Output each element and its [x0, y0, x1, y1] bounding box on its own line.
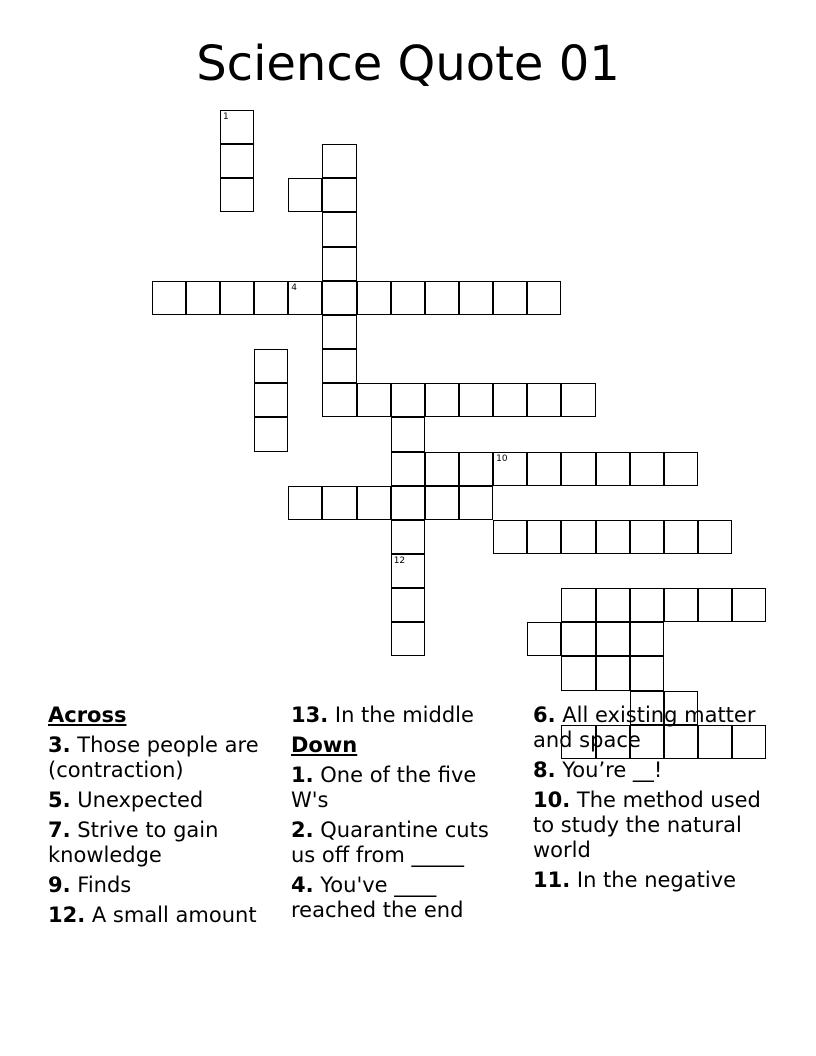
grid-cell[interactable]: [322, 486, 356, 520]
clue-across-13: 13. In the middle: [291, 703, 474, 727]
grid-cell[interactable]: [493, 452, 527, 486]
grid-cell[interactable]: [152, 281, 186, 315]
grid-cell[interactable]: [322, 178, 356, 212]
grid-cell[interactable]: [391, 622, 425, 656]
grid-cell[interactable]: [357, 486, 391, 520]
grid-cell[interactable]: [630, 622, 664, 656]
grid-cell[interactable]: [596, 520, 630, 554]
grid-cell[interactable]: [220, 144, 254, 178]
grid-cell[interactable]: [561, 588, 595, 622]
grid-cell[interactable]: [630, 656, 664, 690]
grid-cell[interactable]: [630, 520, 664, 554]
clue-number: 4: [291, 282, 297, 293]
page-title: Science Quote 01: [196, 36, 620, 92]
grid-cell[interactable]: [288, 281, 322, 315]
grid-cell[interactable]: [322, 383, 356, 417]
grid-cell[interactable]: [391, 383, 425, 417]
grid-cell[interactable]: [391, 486, 425, 520]
grid-cell[interactable]: [596, 656, 630, 690]
grid-cell[interactable]: [561, 383, 595, 417]
grid-cell[interactable]: [425, 281, 459, 315]
grid-cell[interactable]: [186, 281, 220, 315]
grid-cell[interactable]: [527, 383, 561, 417]
grid-cell[interactable]: [288, 178, 322, 212]
clue-across-9: 9. Finds: [48, 873, 132, 897]
grid-cell[interactable]: [561, 452, 595, 486]
down-heading: Down: [291, 733, 358, 757]
grid-cell[interactable]: [527, 281, 561, 315]
grid-cell[interactable]: [391, 417, 425, 451]
grid-cell[interactable]: [322, 315, 356, 349]
grid-cell[interactable]: [425, 486, 459, 520]
clue-column-2: [291, 703, 506, 928]
grid-cell[interactable]: [254, 417, 288, 451]
grid-cell[interactable]: [527, 622, 561, 656]
across-heading: Across: [48, 703, 127, 727]
grid-cell[interactable]: [459, 486, 493, 520]
grid-cell[interactable]: [391, 588, 425, 622]
clue-down-8: 8. You’re __!: [533, 758, 663, 782]
grid-cell[interactable]: [220, 281, 254, 315]
clue-down-10: 10. The method used to study the natural world: [533, 788, 761, 862]
grid-cell[interactable]: [357, 383, 391, 417]
clue-across-5: 5. Unexpected: [48, 788, 204, 812]
grid-cell[interactable]: [391, 452, 425, 486]
grid-cell[interactable]: [630, 452, 664, 486]
clue-across-12: 12. A small amount: [48, 903, 257, 927]
grid-cell[interactable]: [322, 212, 356, 246]
grid-cell[interactable]: [561, 656, 595, 690]
clue-column-3: [533, 703, 773, 898]
grid-cell[interactable]: [254, 281, 288, 315]
grid-cell[interactable]: [391, 554, 425, 588]
grid-cell[interactable]: [322, 349, 356, 383]
grid-cell[interactable]: [596, 588, 630, 622]
grid-cell[interactable]: [664, 520, 698, 554]
clue-down-11: 11. In the negative: [533, 868, 737, 892]
clue-column-1: [48, 703, 288, 933]
grid-cell[interactable]: [527, 452, 561, 486]
clue-across-3: 3. Those people are (contraction): [48, 733, 259, 782]
clue-number: 12: [393, 555, 406, 566]
grid-cell[interactable]: [561, 520, 595, 554]
grid-cell[interactable]: [425, 452, 459, 486]
grid-cell[interactable]: [493, 520, 527, 554]
grid-cell[interactable]: [561, 622, 595, 656]
grid-cell[interactable]: [459, 383, 493, 417]
grid-cell[interactable]: [596, 452, 630, 486]
grid-cell[interactable]: [698, 520, 732, 554]
grid-cell[interactable]: [254, 349, 288, 383]
clue-down-1: 1. One of the five W's: [291, 763, 477, 812]
grid-cell[interactable]: [493, 383, 527, 417]
grid-cell[interactable]: [527, 520, 561, 554]
grid-cell[interactable]: [322, 144, 356, 178]
grid-cell[interactable]: [220, 178, 254, 212]
grid-cell[interactable]: [664, 452, 698, 486]
grid-cell[interactable]: [357, 281, 391, 315]
grid-cell[interactable]: [596, 622, 630, 656]
clue-down-4: 4. You've ____ reached the end: [291, 873, 464, 922]
grid-cell[interactable]: [254, 383, 288, 417]
clue-across-7: 7. Strive to gain knowledge: [48, 818, 219, 867]
grid-cell[interactable]: [459, 452, 493, 486]
grid-cell[interactable]: [459, 281, 493, 315]
grid-cell[interactable]: [630, 588, 664, 622]
grid-cell[interactable]: [732, 588, 766, 622]
clue-down-2: 2. Quarantine cuts us off from _____: [291, 818, 489, 867]
grid-cell[interactable]: [493, 281, 527, 315]
grid-cell[interactable]: [288, 486, 322, 520]
grid-cell[interactable]: [391, 281, 425, 315]
grid-cell[interactable]: [425, 383, 459, 417]
grid-cell[interactable]: [322, 281, 356, 315]
grid-cell[interactable]: [391, 520, 425, 554]
grid-cell[interactable]: [698, 588, 732, 622]
grid-cell[interactable]: [220, 110, 254, 144]
grid-cell[interactable]: [664, 588, 698, 622]
clue-down-6: 6. All existing matter and space: [533, 703, 756, 752]
clue-number: 1: [222, 112, 229, 122]
clue-number: 10: [496, 453, 508, 464]
grid-cell[interactable]: [322, 247, 356, 281]
